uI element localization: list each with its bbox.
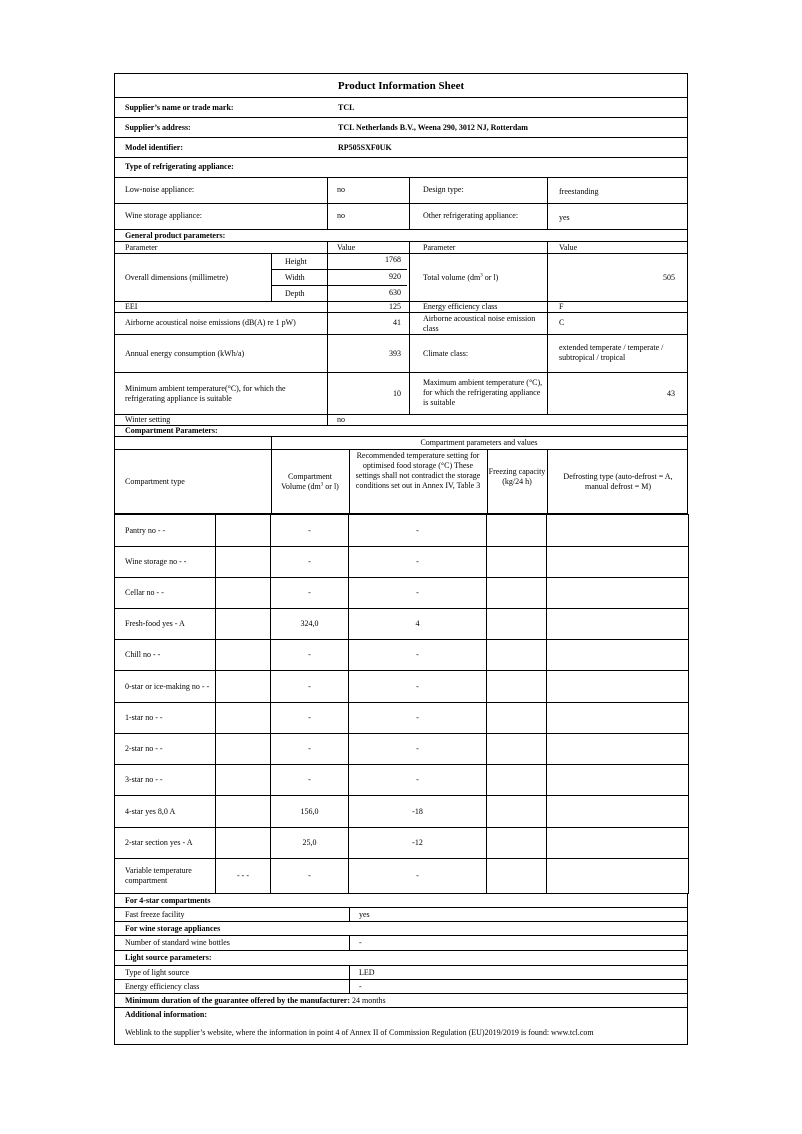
supplier-address-row xyxy=(114,118,688,138)
compartment-freezing xyxy=(487,515,547,547)
energy-label: Annual energy consumption (kWh/a) xyxy=(125,349,245,358)
supplier-address-label: Supplier’s address: xyxy=(125,123,191,132)
wine-bottles-label: Number of standard wine bottles xyxy=(125,938,230,947)
light-class-value: - xyxy=(359,982,362,991)
compartment-extra xyxy=(216,609,271,640)
additional-heading: Additional information: xyxy=(125,1010,208,1019)
compartment-volume: - xyxy=(271,703,349,734)
compartment-temp: - xyxy=(349,578,487,609)
table-row xyxy=(115,640,689,671)
efficiency-class-value: F xyxy=(559,302,564,311)
compartment-group-header: Compartment parameters and values xyxy=(420,438,538,447)
compartment-freezing xyxy=(487,640,547,671)
compartment-temp: 4 xyxy=(349,609,487,640)
general-heading: General product parameters: xyxy=(125,231,226,240)
light-type-value: LED xyxy=(359,968,375,977)
wine-bottles-row xyxy=(114,936,688,951)
dimensions-row xyxy=(114,254,688,302)
table-row xyxy=(115,703,689,734)
compartment-temp: - xyxy=(349,765,487,796)
defrosting-type-header: Defrosting type (auto-defrost = A, manual defrost = M) xyxy=(563,472,673,491)
compartment-extra xyxy=(216,734,271,765)
table-row xyxy=(115,859,689,894)
wine-heading-row xyxy=(114,922,688,936)
compartment-header-row xyxy=(114,450,688,514)
compartment-freezing xyxy=(487,578,547,609)
winter-label: Winter setting xyxy=(125,415,171,424)
table-row xyxy=(115,796,689,828)
table-row xyxy=(115,765,689,796)
min-temp-label: Minimum ambient temperature(°C), for which the refrigerating appliance is suitable xyxy=(125,384,286,403)
other-appliance-value: yes xyxy=(559,213,570,222)
title-row xyxy=(114,73,688,98)
wine-bottles-value: - xyxy=(359,938,362,947)
four-star-heading: For 4-star compartments xyxy=(125,896,211,905)
value-header: Value xyxy=(337,243,356,252)
compartment-group-row xyxy=(114,437,688,450)
supplier-address-value: TCL Netherlands B.V., Weena 290, 3012 NJ, Rotterdam xyxy=(338,123,528,132)
compartment-type: Fresh-food yes - A xyxy=(115,609,216,640)
model-identifier-value: RP505SXF0UK xyxy=(338,143,392,152)
wine-heading: For wine storage appliances xyxy=(125,924,221,933)
table-row xyxy=(115,671,689,703)
compartment-volume: - xyxy=(271,515,349,547)
light-type-label: Type of light source xyxy=(125,968,190,977)
value-header-2: Value xyxy=(559,243,578,252)
energy-value: 393 xyxy=(389,349,401,358)
winter-row xyxy=(114,415,688,426)
compartment-extra xyxy=(216,765,271,796)
compartment-type: 2-star no - - xyxy=(115,734,216,765)
compartment-volume: 25,0 xyxy=(271,828,349,859)
compartment-type-header: Compartment type xyxy=(125,477,185,486)
compartment-extra xyxy=(216,547,271,578)
compartment-freezing xyxy=(487,609,547,640)
compartment-volume: - xyxy=(271,671,349,703)
wine-storage-value: no xyxy=(337,211,345,220)
min-temp-value: 10 xyxy=(393,389,401,398)
fast-freeze-value: yes xyxy=(359,910,370,919)
general-heading-row xyxy=(114,230,688,242)
light-class-label: Energy efficiency class xyxy=(125,982,200,991)
max-temp-value: 43 xyxy=(667,389,675,398)
compartment-volume: - xyxy=(271,734,349,765)
model-identifier-label: Model identifier: xyxy=(125,143,183,152)
compartment-freezing xyxy=(487,734,547,765)
compartment-volume: - xyxy=(271,640,349,671)
four-star-heading-row xyxy=(114,894,688,908)
compartment-heading: Compartment Parameters: xyxy=(125,426,218,435)
product-information-sheet xyxy=(114,73,688,1045)
supplier-name-row xyxy=(114,98,688,118)
param-header: Parameter xyxy=(125,243,158,252)
compartment-temp: - xyxy=(349,734,487,765)
compartment-defrost xyxy=(547,796,689,828)
recommended-temp-header: Recommended temperature setting for optimised food storage (°C) These settings shall not contradict the storage conditions set out in Annex IV, Table 3 xyxy=(355,451,481,490)
compartment-extra xyxy=(216,578,271,609)
low-noise-label: Low-noise appliance: xyxy=(125,185,195,194)
light-heading: Light source parameters: xyxy=(125,953,212,962)
compartment-extra xyxy=(216,515,271,547)
wine-storage-label: Wine storage appliance: xyxy=(125,211,202,220)
table-row xyxy=(115,734,689,765)
compartment-defrost xyxy=(547,671,689,703)
compartment-defrost xyxy=(547,578,689,609)
dimensions-label: Overall dimensions (millimetre) xyxy=(125,273,229,282)
compartment-type: Variable temperature compartment xyxy=(115,859,216,894)
table-row xyxy=(115,578,689,609)
guarantee-row xyxy=(114,994,688,1008)
compartment-defrost xyxy=(547,703,689,734)
table-row xyxy=(115,609,689,640)
compartment-heading-row xyxy=(114,426,688,437)
compartment-volume: - xyxy=(271,547,349,578)
efficiency-class-label: Energy efficiency class xyxy=(423,302,498,311)
width-label: Width xyxy=(285,273,305,282)
type-heading-row xyxy=(114,158,688,178)
compartment-temp: - xyxy=(349,640,487,671)
noise-class-label: Airborne acoustical noise emission class xyxy=(423,314,536,333)
table-row xyxy=(115,828,689,859)
compartment-defrost xyxy=(547,734,689,765)
light-type-row xyxy=(114,966,688,980)
eei-row xyxy=(114,302,688,313)
param-header-2: Parameter xyxy=(423,243,456,252)
compartment-freezing xyxy=(487,671,547,703)
compartment-freezing xyxy=(487,828,547,859)
compartment-type: Pantry no - - xyxy=(115,515,216,547)
light-class-row xyxy=(114,980,688,994)
additional-info-row xyxy=(114,1008,688,1045)
width-value: 920 xyxy=(389,272,401,281)
compartment-extra xyxy=(216,828,271,859)
compartment-volume: - xyxy=(271,859,349,894)
noise-row xyxy=(114,313,688,335)
page-title: Product Information Sheet xyxy=(337,80,465,92)
compartment-freezing xyxy=(487,859,547,894)
compartment-extra xyxy=(216,796,271,828)
compartment-temp: - xyxy=(349,515,487,547)
compartment-temp: - xyxy=(349,703,487,734)
light-heading-row xyxy=(114,951,688,966)
compartment-type: Wine storage no - - xyxy=(115,547,216,578)
compartment-type: 3-star no - - xyxy=(115,765,216,796)
compartment-type: Cellar no - - xyxy=(115,578,216,609)
compartment-freezing xyxy=(487,703,547,734)
low-noise-row xyxy=(114,178,688,204)
general-header-row xyxy=(114,242,688,254)
compartment-defrost xyxy=(547,547,689,578)
compartment-extra: - - - xyxy=(216,859,271,894)
compartment-defrost xyxy=(547,640,689,671)
compartment-defrost xyxy=(547,859,689,894)
ambient-temp-row xyxy=(114,373,688,415)
table-row xyxy=(115,515,689,547)
eei-label: EEI xyxy=(125,302,138,311)
depth-value: 630 xyxy=(389,288,401,297)
compartment-type: 2-star section yes - A xyxy=(115,828,216,859)
energy-row xyxy=(114,335,688,373)
compartment-extra xyxy=(216,640,271,671)
guarantee-text: Minimum duration of the guarantee offered by the manufacturer: 24 months xyxy=(125,996,386,1005)
compartment-type: 1-star no - - xyxy=(115,703,216,734)
supplier-name-label: Supplier’s name or trade mark: xyxy=(125,103,234,112)
compartment-temp: - xyxy=(349,547,487,578)
total-volume-value: 505 xyxy=(663,273,675,282)
compartment-defrost xyxy=(547,765,689,796)
total-volume-label: Total volume ($dm^3$ or l) xyxy=(423,273,499,282)
max-temp-label: Maximum ambient temperature (°C), for which the refrigerating appliance is suitable xyxy=(423,378,543,407)
depth-label: Depth xyxy=(285,289,305,298)
compartment-temp: -18 xyxy=(349,796,487,828)
design-type-value: freestanding xyxy=(559,187,599,196)
winter-value: no xyxy=(337,415,345,424)
compartment-type: 4-star yes 8,0 A xyxy=(115,796,216,828)
weblink-text: Weblink to the supplier’s website, where the information in point 4 of Annex II of Commission Regulation (EU)2019/2019 is found: www.tcl.com xyxy=(125,1028,594,1037)
low-noise-value: no xyxy=(337,185,345,194)
compartment-extra xyxy=(216,703,271,734)
compartment-extra xyxy=(216,671,271,703)
compartment-volume: - xyxy=(271,765,349,796)
compartment-volume: 324,0 xyxy=(271,609,349,640)
height-label: Height xyxy=(285,257,307,266)
wine-storage-row xyxy=(114,204,688,230)
climate-class-value: extended temperate / temperate / subtropical / tropical xyxy=(559,343,664,362)
design-type-label: Design type: xyxy=(423,185,464,194)
compartment-volume: - xyxy=(271,578,349,609)
compartment-freezing xyxy=(487,796,547,828)
compartment-temp: -12 xyxy=(349,828,487,859)
noise-value: 41 xyxy=(393,318,401,327)
compartment-volume-header: Compartment Volume ($dm^3$ or l) xyxy=(281,472,339,491)
other-appliance-label: Other refrigerating appliance: xyxy=(423,211,519,220)
compartment-temp: - xyxy=(349,671,487,703)
compartment-freezing xyxy=(487,547,547,578)
compartment-defrost xyxy=(547,828,689,859)
compartment-freezing xyxy=(487,765,547,796)
compartment-volume: 156,0 xyxy=(271,796,349,828)
height-value: 1768 xyxy=(385,255,401,264)
fast-freeze-label: Fast freeze facility xyxy=(125,910,185,919)
supplier-name-value: TCL xyxy=(338,103,355,112)
compartment-table xyxy=(114,514,689,894)
compartment-temp: - xyxy=(349,859,487,894)
compartment-defrost xyxy=(547,515,689,547)
compartment-defrost xyxy=(547,609,689,640)
compartment-type: 0-star or ice-making no - - xyxy=(115,671,216,703)
eei-value: 125 xyxy=(389,302,401,311)
model-identifier-row xyxy=(114,138,688,158)
compartment-type: Chill no - - xyxy=(115,640,216,671)
freezing-capacity-header: Freezing capacity (kg/24 h) xyxy=(488,467,546,486)
noise-class-value: C xyxy=(559,318,565,327)
table-row xyxy=(115,547,689,578)
climate-class-label: Climate class: xyxy=(423,349,469,358)
fast-freeze-row xyxy=(114,908,688,922)
noise-label: Airborne acoustical noise emissions (dB(A) re 1 pW) xyxy=(125,318,296,327)
type-heading: Type of refrigerating appliance: xyxy=(125,162,234,171)
